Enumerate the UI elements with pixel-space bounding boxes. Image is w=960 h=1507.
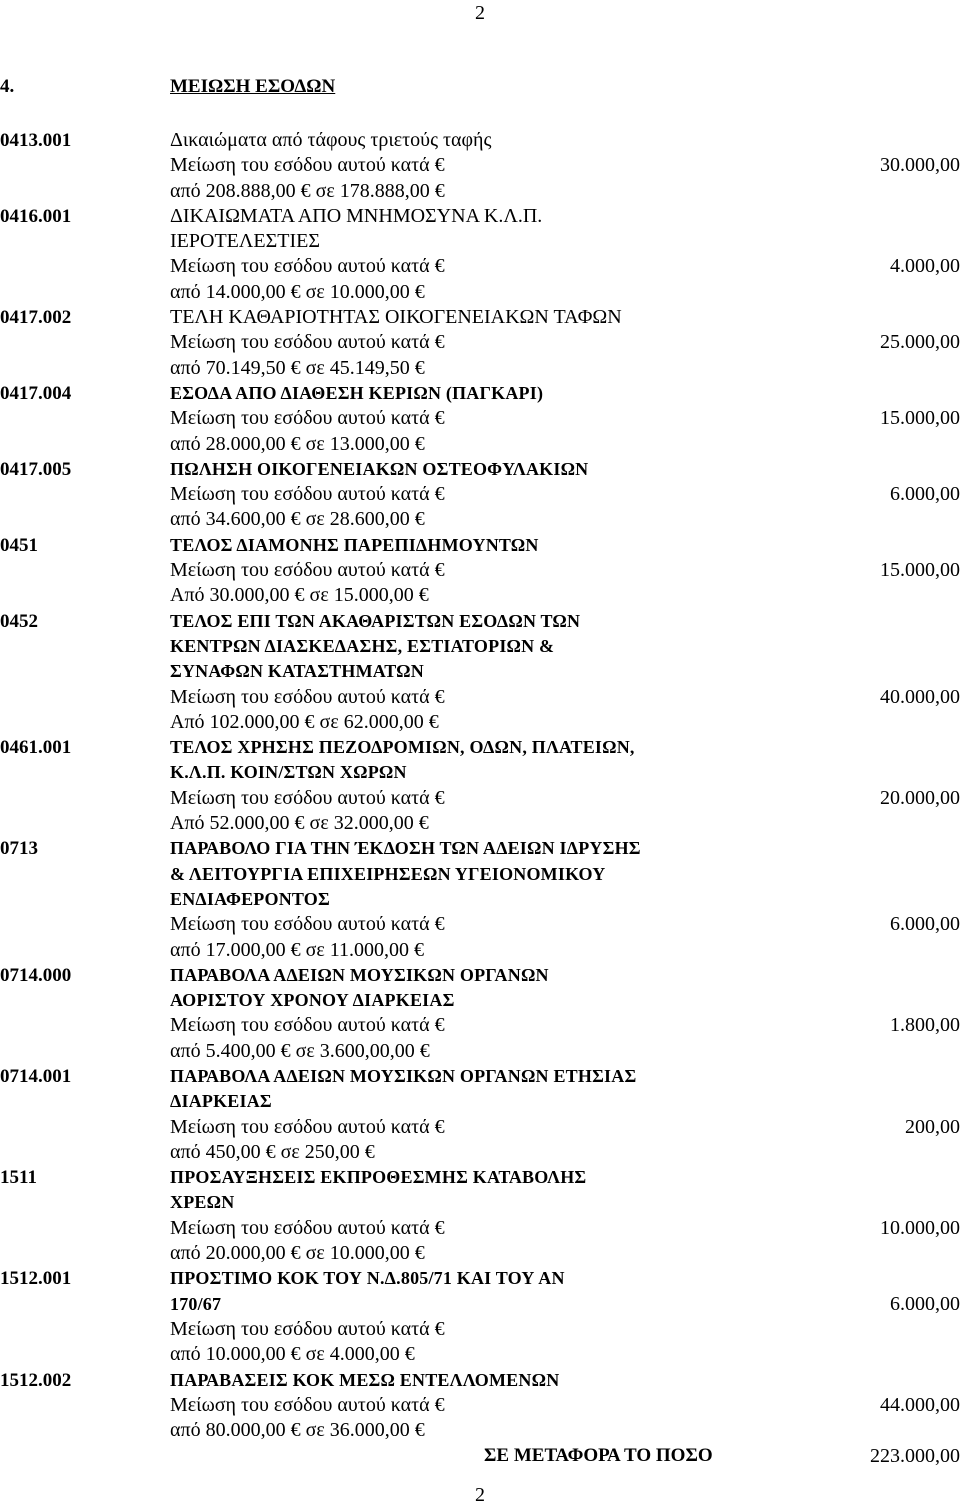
budget-item xyxy=(0,533,960,609)
item-code: 1511 xyxy=(0,1167,37,1189)
item-range-line xyxy=(0,280,960,305)
item-range: Από 30.000,00 € σε 15.000,00 € xyxy=(170,584,429,607)
item-range-line xyxy=(0,583,960,608)
item-amount: 1.800,00 xyxy=(890,1014,960,1037)
item-code: 1512.002 xyxy=(0,1369,72,1391)
item-code: 0417.005 xyxy=(0,458,72,480)
item-title: ΤΕΛΟΣ ΔΙΑΜΟΝΗΣ ΠΑΡΕΠΙΔΗΜΟΥΝΤΩΝ xyxy=(170,534,539,555)
item-amount: 15.000,00 xyxy=(880,559,960,582)
item-title-line xyxy=(0,836,960,861)
item-reduction-line xyxy=(0,558,960,583)
reduction-label: Μείωση του εσόδου αυτού κατά € xyxy=(170,483,445,506)
item-title: ΕΝΔΙΑΦΕΡΟΝΤΟΣ xyxy=(170,888,330,909)
item-reduction-line xyxy=(0,1013,960,1038)
item-range: από 20.000,00 € σε 10.000,00 € xyxy=(170,1242,425,1265)
item-amount: 25.000,00 xyxy=(880,331,960,354)
item-title-line xyxy=(0,634,960,659)
page-number-bottom: 2 xyxy=(475,1484,485,1506)
item-title: ΚΕΝΤΡΩΝ ΔΙΑΣΚΕΔΑΣΗΣ, ΕΣΤΙΑΤΟΡΙΩΝ & xyxy=(170,635,555,656)
budget-item xyxy=(0,609,960,735)
reduction-label: Μείωση του εσόδου αυτού κατά € xyxy=(170,255,445,278)
item-range: από 70.149,50 € σε 45.149,50 € xyxy=(170,356,425,379)
reduction-label: Μείωση του εσόδου αυτού κατά € xyxy=(170,331,445,354)
item-reduction-line xyxy=(0,482,960,507)
item-reduction-line xyxy=(0,1115,960,1140)
item-range: από 34.600,00 € σε 28.600,00 € xyxy=(170,508,425,531)
item-range: από 14.000,00 € σε 10.000,00 € xyxy=(170,280,425,303)
item-title-line xyxy=(0,609,960,634)
reduction-label: Μείωση του εσόδου αυτού κατά € xyxy=(170,407,445,430)
item-range: Από 102.000,00 € σε 62.000,00 € xyxy=(170,710,439,733)
reduction-label: Μείωση του εσόδου αυτού κατά € xyxy=(170,1317,445,1340)
item-title-line xyxy=(0,862,960,887)
budget-item xyxy=(0,128,960,204)
item-reduction-line xyxy=(0,912,960,937)
item-code: 0714.001 xyxy=(0,1065,72,1087)
item-range: Από 52.000,00 € σε 32.000,00 € xyxy=(170,812,429,835)
item-title: ΣΥΝΑΦΩΝ ΚΑΤΑΣΤΗΜΑΤΩΝ xyxy=(170,661,424,682)
budget-item xyxy=(0,1266,960,1367)
item-title-line xyxy=(0,760,960,785)
item-title: ΙΕΡΟΤΕΛΕΣΤΙΕΣ xyxy=(170,230,320,253)
budget-item xyxy=(0,457,960,533)
reduction-label: Μείωση του εσόδου αυτού κατά € xyxy=(170,685,445,708)
item-range-line xyxy=(0,710,960,735)
item-title: ΠΡΟΣΑΥΞΗΣΕΙΣ ΕΚΠΡΟΘΕΣΜΗΣ ΚΑΤΑΒΟΛΗΣ xyxy=(170,1167,587,1188)
item-title: Κ.Λ.Π. ΚΟΙΝ/ΣΤΩΝ ΧΩΡΩΝ xyxy=(170,762,407,783)
item-title-line xyxy=(0,887,960,912)
budget-items-list xyxy=(0,128,960,1469)
item-range: από 17.000,00 € σε 11.000,00 € xyxy=(170,938,425,961)
reduction-label: Μείωση του εσόδου αυτού κατά € xyxy=(170,1115,445,1138)
item-range-line xyxy=(0,432,960,457)
item-amount: 44.000,00 xyxy=(880,1393,960,1416)
budget-item xyxy=(0,963,960,1064)
total-amount: 223.000,00 xyxy=(870,1445,960,1468)
item-code: 0417.002 xyxy=(0,307,72,329)
section-number: 4. xyxy=(0,76,15,97)
reduction-label: Μείωση του εσόδου αυτού κατά € xyxy=(170,559,445,582)
item-title-line xyxy=(0,229,960,254)
reduction-label: Μείωση του εσόδου αυτού κατά € xyxy=(170,1014,445,1037)
item-reduction-line xyxy=(0,786,960,811)
item-code: 0413.001 xyxy=(0,130,72,151)
item-amount: 15.000,00 xyxy=(880,407,960,430)
item-reduction-line xyxy=(0,406,960,431)
item-title-line xyxy=(0,963,960,988)
item-title: Δικαιώματα από τάφους τριετούς ταφής xyxy=(170,129,492,151)
item-range: από 28.000,00 € σε 13.000,00 € xyxy=(170,432,425,455)
item-code: 0452 xyxy=(0,610,38,632)
item-title-line xyxy=(0,1190,960,1215)
item-title: ΠΡΟΣΤΙΜΟ ΚΟΚ ΤΟΥ Ν.Δ.805/71 ΚΑΙ ΤΟΥ ΑΝ xyxy=(170,1268,565,1289)
budget-item xyxy=(0,1165,960,1266)
carry-forward-total xyxy=(0,1443,960,1469)
item-title-line xyxy=(0,1165,960,1190)
reduction-label: Μείωση του εσόδου αυτού κατά € xyxy=(170,1393,445,1416)
item-range-line xyxy=(0,1241,960,1266)
item-title-line xyxy=(0,204,960,229)
reduction-label: Μείωση του εσόδου αυτού κατά € xyxy=(170,913,445,936)
item-range-line xyxy=(0,938,960,963)
item-title: ΠΑΡΑΒΟΛΟ ΓΙΑ ΤΗΝ ΈΚΔΟΣΗ ΤΩΝ ΑΔΕΙΩΝ ΙΔΡΥΣΗΣ xyxy=(170,838,641,859)
item-title: ΠΑΡΑΒΟΛΑ ΑΔΕΙΩΝ ΜΟΥΣΙΚΩΝ ΟΡΓΑΝΩΝ ΕΤΗΣΙΑΣ xyxy=(170,1065,637,1086)
item-range-line xyxy=(0,356,960,381)
item-title-line xyxy=(0,128,960,153)
item-title-line xyxy=(0,381,960,406)
item-title-line xyxy=(0,659,960,684)
budget-item xyxy=(0,305,960,381)
item-code: 0714.000 xyxy=(0,964,72,986)
item-title: ΔΙΚΑΙΩΜΑΤΑ ΑΠΟ ΜΝΗΜΟΣΥΝΑ Κ.Λ.Π. xyxy=(170,204,543,227)
item-range-line xyxy=(0,1140,960,1165)
budget-item xyxy=(0,836,960,962)
item-range-line xyxy=(0,811,960,836)
item-code: 0416.001 xyxy=(0,205,72,227)
item-title: ΤΕΛΟΣ ΕΠΙ ΤΩΝ ΑΚΑΘΑΡΙΣΤΩΝ ΕΣΟΔΩΝ ΤΩΝ xyxy=(170,610,581,631)
budget-item xyxy=(0,1064,960,1165)
item-range-line xyxy=(0,179,960,204)
item-title-line xyxy=(0,305,960,330)
item-range-line xyxy=(0,1342,960,1367)
item-reduction-line xyxy=(0,254,960,279)
item-range: από 450,00 € σε 250,00 € xyxy=(170,1140,375,1163)
item-range: από 10.000,00 € σε 4.000,00 € xyxy=(170,1343,415,1366)
item-title: ΧΡΕΩΝ xyxy=(170,1192,235,1213)
item-title: 170/67 xyxy=(170,1293,222,1314)
item-amount: 30.000,00 xyxy=(880,154,960,177)
item-title-line xyxy=(0,735,960,760)
item-title-line xyxy=(0,1064,960,1089)
item-code: 0713 xyxy=(0,838,38,860)
item-code: 1512.001 xyxy=(0,1268,72,1290)
item-amount: 6.000,00 xyxy=(890,1292,960,1315)
item-title: ΠΑΡΑΒΑΣΕΙΣ ΚΟΚ ΜΕΣΩ ΕΝΤΕΛΛΟΜΕΝΩΝ xyxy=(170,1369,560,1390)
item-reduction-line xyxy=(0,330,960,355)
item-amount: 40.000,00 xyxy=(880,685,960,708)
item-range: από 5.400,00 € σε 3.600,00,00 € xyxy=(170,1039,430,1062)
budget-item xyxy=(0,381,960,457)
item-amount: 6.000,00 xyxy=(890,913,960,936)
item-range-line xyxy=(0,1039,960,1064)
item-code: 0417.004 xyxy=(0,382,72,404)
budget-item xyxy=(0,204,960,305)
reduction-label: Μείωση του εσόδου αυτού κατά € xyxy=(170,1216,445,1239)
item-title: ΤΕΛΟΣ ΧΡΗΣΗΣ ΠΕΖΟΔΡΟΜΙΩΝ, ΟΔΩΝ, ΠΛΑΤΕΙΩΝ, xyxy=(170,737,635,758)
item-range-line xyxy=(0,1418,960,1443)
reduction-label: Μείωση του εσόδου αυτού κατά € xyxy=(170,154,445,177)
item-title-line xyxy=(0,988,960,1013)
item-title-line xyxy=(0,457,960,482)
item-title: ΤΕΛΗ ΚΑΘΑΡΙΟΤΗΤΑΣ ΟΙΚΟΓΕΝΕΙΑΚΩΝ ΤΑΦΩΝ xyxy=(170,306,622,329)
item-amount: 4.000,00 xyxy=(890,255,960,278)
item-reduction-line xyxy=(0,1216,960,1241)
item-title: & ΛΕΙΤΟΥΡΓΙΑ ΕΠΙΧΕΙΡΗΣΕΩΝ ΥΓΕΙΟΝΟΜΙΚΟΥ xyxy=(170,863,606,884)
item-amount: 6.000,00 xyxy=(890,483,960,506)
item-title-line xyxy=(0,1266,960,1291)
item-reduction-line xyxy=(0,153,960,178)
budget-item xyxy=(0,735,960,836)
total-label: ΣΕ ΜΕΤΑΦΟΡΑ ΤΟ ΠΟΣΟ xyxy=(484,1445,713,1467)
item-reduction-line xyxy=(0,685,960,710)
item-range-line xyxy=(0,507,960,532)
item-title: ΠΩΛΗΣΗ ΟΙΚΟΓΕΝΕΙΑΚΩΝ ΟΣΤΕΟΦΥΛΑΚΙΩΝ xyxy=(170,458,589,479)
budget-item xyxy=(0,1368,960,1444)
item-range: από 208.888,00 € σε 178.888,00 € xyxy=(170,179,445,202)
item-code: 0451 xyxy=(0,534,38,556)
item-range: από 80.000,00 € σε 36.000,00 € xyxy=(170,1419,425,1442)
item-title: ΔΙΑΡΚΕΙΑΣ xyxy=(170,1091,272,1112)
item-title: ΑΟΡΙΣΤΟΥ ΧΡΟΝΟΥ ΔΙΑΡΚΕΙΑΣ xyxy=(170,990,455,1011)
item-title-line xyxy=(0,1292,960,1317)
item-code: 0461.001 xyxy=(0,737,72,759)
item-title-line xyxy=(0,1089,960,1114)
section-title: ΜΕΙΩΣΗ ΕΣΟΔΩΝ xyxy=(170,76,336,97)
reduction-label: Μείωση του εσόδου αυτού κατά € xyxy=(170,786,445,809)
item-title: ΠΑΡΑΒΟΛΑ ΑΔΕΙΩΝ ΜΟΥΣΙΚΩΝ ΟΡΓΑΝΩΝ xyxy=(170,964,549,985)
item-amount: 20.000,00 xyxy=(880,786,960,809)
item-reduction-line xyxy=(0,1393,960,1418)
item-title-line xyxy=(0,1368,960,1393)
page-number-top: 2 xyxy=(475,2,485,24)
item-amount: 200,00 xyxy=(905,1115,960,1138)
item-title-line xyxy=(0,533,960,558)
item-amount: 10.000,00 xyxy=(880,1216,960,1239)
item-title: ΕΣΟΔΑ ΑΠΟ ΔΙΑΘΕΣΗ ΚΕΡΙΩΝ (ΠΑΓΚΑΡΙ) xyxy=(170,382,544,403)
item-reduction-line xyxy=(0,1317,960,1342)
